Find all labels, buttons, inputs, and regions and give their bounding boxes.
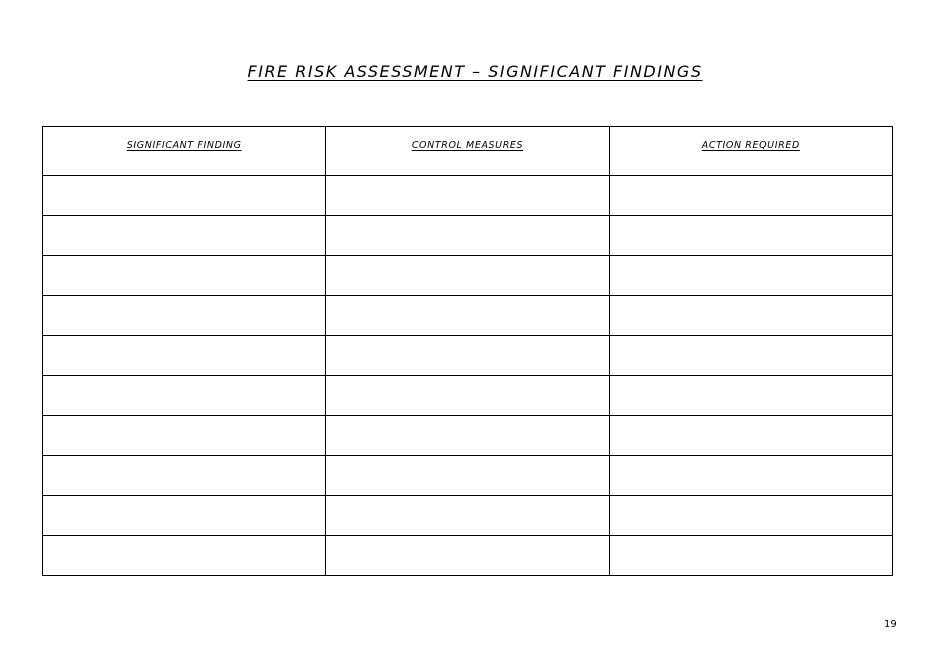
action-required-cell[interactable] (609, 496, 892, 536)
column-header-label: CONTROL MEASURES (411, 140, 524, 151)
significant-findings-table (42, 126, 893, 576)
control-measures-cell[interactable] (326, 176, 609, 216)
significant-finding-cell[interactable] (43, 176, 326, 216)
action-required-cell[interactable] (609, 416, 892, 456)
control-measures-cell[interactable] (326, 296, 609, 336)
action-required-cell[interactable] (609, 336, 892, 376)
significant-finding-cell[interactable] (43, 496, 326, 536)
table-row (43, 256, 893, 296)
control-measures-cell[interactable] (326, 536, 609, 576)
control-measures-cell[interactable] (326, 336, 609, 376)
page-title-text: FIRE RISK ASSESSMENT – SIGNIFICANT FINDINGS (247, 62, 703, 81)
table-row (43, 296, 893, 336)
table-body (43, 176, 893, 576)
action-required-cell[interactable] (609, 176, 892, 216)
significant-finding-cell[interactable] (43, 256, 326, 296)
action-required-cell[interactable] (609, 536, 892, 576)
column-header-label: SIGNIFICANT FINDING (126, 140, 242, 151)
action-required-cell[interactable] (609, 296, 892, 336)
column-header-label: ACTION REQUIRED (701, 140, 800, 151)
table-row (43, 416, 893, 456)
significant-finding-cell[interactable] (43, 296, 326, 336)
table-row (43, 216, 893, 256)
control-measures-cell[interactable] (326, 496, 609, 536)
significant-finding-cell[interactable] (43, 336, 326, 376)
action-required-cell[interactable] (609, 376, 892, 416)
action-required-cell[interactable] (609, 456, 892, 496)
table-row (43, 456, 893, 496)
table-row (43, 536, 893, 576)
column-header-control-measures (326, 127, 609, 176)
significant-finding-cell[interactable] (43, 456, 326, 496)
significant-finding-cell[interactable] (43, 536, 326, 576)
table-row (43, 376, 893, 416)
table-row (43, 176, 893, 216)
control-measures-cell[interactable] (326, 256, 609, 296)
control-measures-cell[interactable] (326, 456, 609, 496)
action-required-cell[interactable] (609, 256, 892, 296)
column-header-action-required (609, 127, 892, 176)
table-row (43, 336, 893, 376)
action-required-cell[interactable] (609, 216, 892, 256)
page-number: 19 (884, 619, 897, 630)
significant-finding-cell[interactable] (43, 216, 326, 256)
column-header-significant-finding (43, 127, 326, 176)
page-title (0, 62, 950, 81)
control-measures-cell[interactable] (326, 376, 609, 416)
table-row (43, 496, 893, 536)
control-measures-cell[interactable] (326, 416, 609, 456)
table-header-row (43, 127, 893, 176)
significant-finding-cell[interactable] (43, 376, 326, 416)
significant-finding-cell[interactable] (43, 416, 326, 456)
control-measures-cell[interactable] (326, 216, 609, 256)
